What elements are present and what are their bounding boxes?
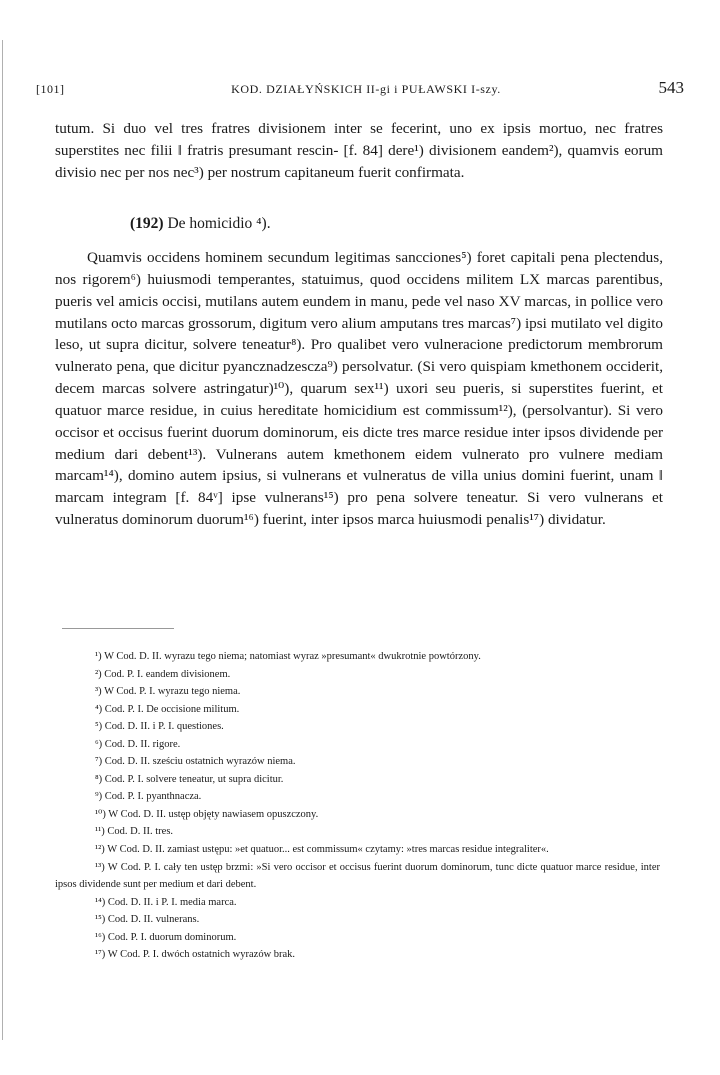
running-header [36, 78, 684, 100]
footnote-12: ¹²) W Cod. D. II. zamiast ustępu: »et quatuor... est commissum« czytamy: »tres marcas residue integraliter«. [95, 844, 549, 856]
footnote-14: ¹⁴) Cod. D. II. i P. I. media marca. [95, 896, 237, 908]
footnotes [55, 648, 660, 964]
footnote-15: ¹⁵) Cod. D. II. vulnerans. [95, 914, 200, 926]
top-paragraph: tutum. Si duo vel tres fratres divisionem inter se fecerint, uno ex ipsis mortuo, nec fratres superstites nec filii ‖ fratris presumant rescin- [f. 84] dere¹) divisionem eandem²), quamvis eorum divisio nec per nos nec³) per nostrum capitaneum fuerit confirmata. [55, 120, 663, 181]
footnote-5: ⁵) Cod. D. II. i P. I. questiones. [95, 721, 224, 733]
footnote-3: ³) W Cod. P. I. wyrazu tego niema. [95, 686, 241, 698]
page-edge-line [2, 40, 3, 1040]
footnote-8: ⁸) Cod. P. I. solvere teneatur, ut supra dicitur. [95, 773, 284, 785]
header-title: KOD. DZIAŁYŃSKICH II-gi i PUŁAWSKI I-szy. [231, 82, 501, 96]
header-section-number: [101] [36, 82, 65, 96]
footnote-9: ⁹) Cod. P. I. pyanthnacza. [95, 791, 202, 803]
footnote-4: ⁴) Cod. P. I. De occisione militum. [95, 703, 240, 715]
page-number: 543 [658, 78, 684, 97]
section-title: De homicidio ⁴). [167, 215, 271, 232]
footnote-16: ¹⁶) Cod. P. I. duorum dominorum. [95, 931, 237, 943]
footnote-10: ¹⁰) W Cod. D. II. ustęp objęty nawiasem opuszczony. [95, 808, 319, 820]
top-paragraph-block [55, 118, 663, 183]
main-paragraph: Quamvis occidens hominem secundum legitimas sancciones⁵) foret capitali pena plectendus, nos rigorem⁶) huiusmodi temperantes, statuimus, quod occidens militem LX marcas parentibus, pueris vel amicis occisi, mutilans autem eundem in manu, pede vel naso XV marcas, in pollice vero mutilans octo marcas grossorum, digitum vero alium amputans tres marcas⁷) ipsi mutilato vel digito leso, ut supra dicitur, solvere teneatur⁸). Pro qualibet vero vulneracione predictorum membrorum vulnerato pena, que dicitur pyancznadzescza⁹) persolvatur. (Si vero quispiam kmethonem occiderit, decem marcas solvere astringatur)¹⁰), quarum sex¹¹) uxori seu pueris, si superstites fuerint, et quatuor marce residue, in cuius hereditate homicidium est commissum¹²), (persolvantur). Si vero occisor et occisus fuerint duorum dominorum, eis dicte tres marce residue inter ipsos dividende per medium dari debent¹³). Vulnerans autem kmethonem eidem vulnerato pro vulnere mediam marcam¹⁴), domino autem ipsius, si vulnerans et vulneratus de villa unius domini fuerint, unam ‖ marcam integram [f. 84ᵛ] ipse vulnerans¹⁵) pro pena solvere teneatur. Si vero vulnerans et vulneratus dominorum duorum¹⁶) fuerint, inter ipsos marca huiusmodi penalis¹⁷) dividatur. [55, 249, 663, 529]
section-heading [130, 215, 271, 233]
footnote-7: ⁷) Cod. D. II. sześciu ostatnich wyrazów niema. [95, 756, 296, 768]
footnote-13: ¹³) W Cod. P. I. cały ten ustęp brzmi: »Si vero occisor et occisus fuerint duorum dominorum, tunc dicte quatuor marce residue, inter ipsos dividende sunt per medium et dari debent. [55, 861, 660, 891]
section-number: (192) [130, 215, 164, 232]
footnote-11: ¹¹) Cod. D. II. tres. [95, 826, 174, 838]
footnote-separator [62, 628, 174, 629]
footnote-17: ¹⁷) W Cod. P. I. dwóch ostatnich wyrazów brak. [95, 949, 296, 961]
footnote-1: ¹) W Cod. D. II. wyrazu tego niema; natomiast wyraz »presumant« dwukrotnie powtórzony. [95, 651, 481, 662]
footnote-2: ²) Cod. P. I. eandem divisionem. [95, 668, 231, 680]
footnote-6: ⁶) Cod. D. II. rigore. [95, 738, 181, 750]
